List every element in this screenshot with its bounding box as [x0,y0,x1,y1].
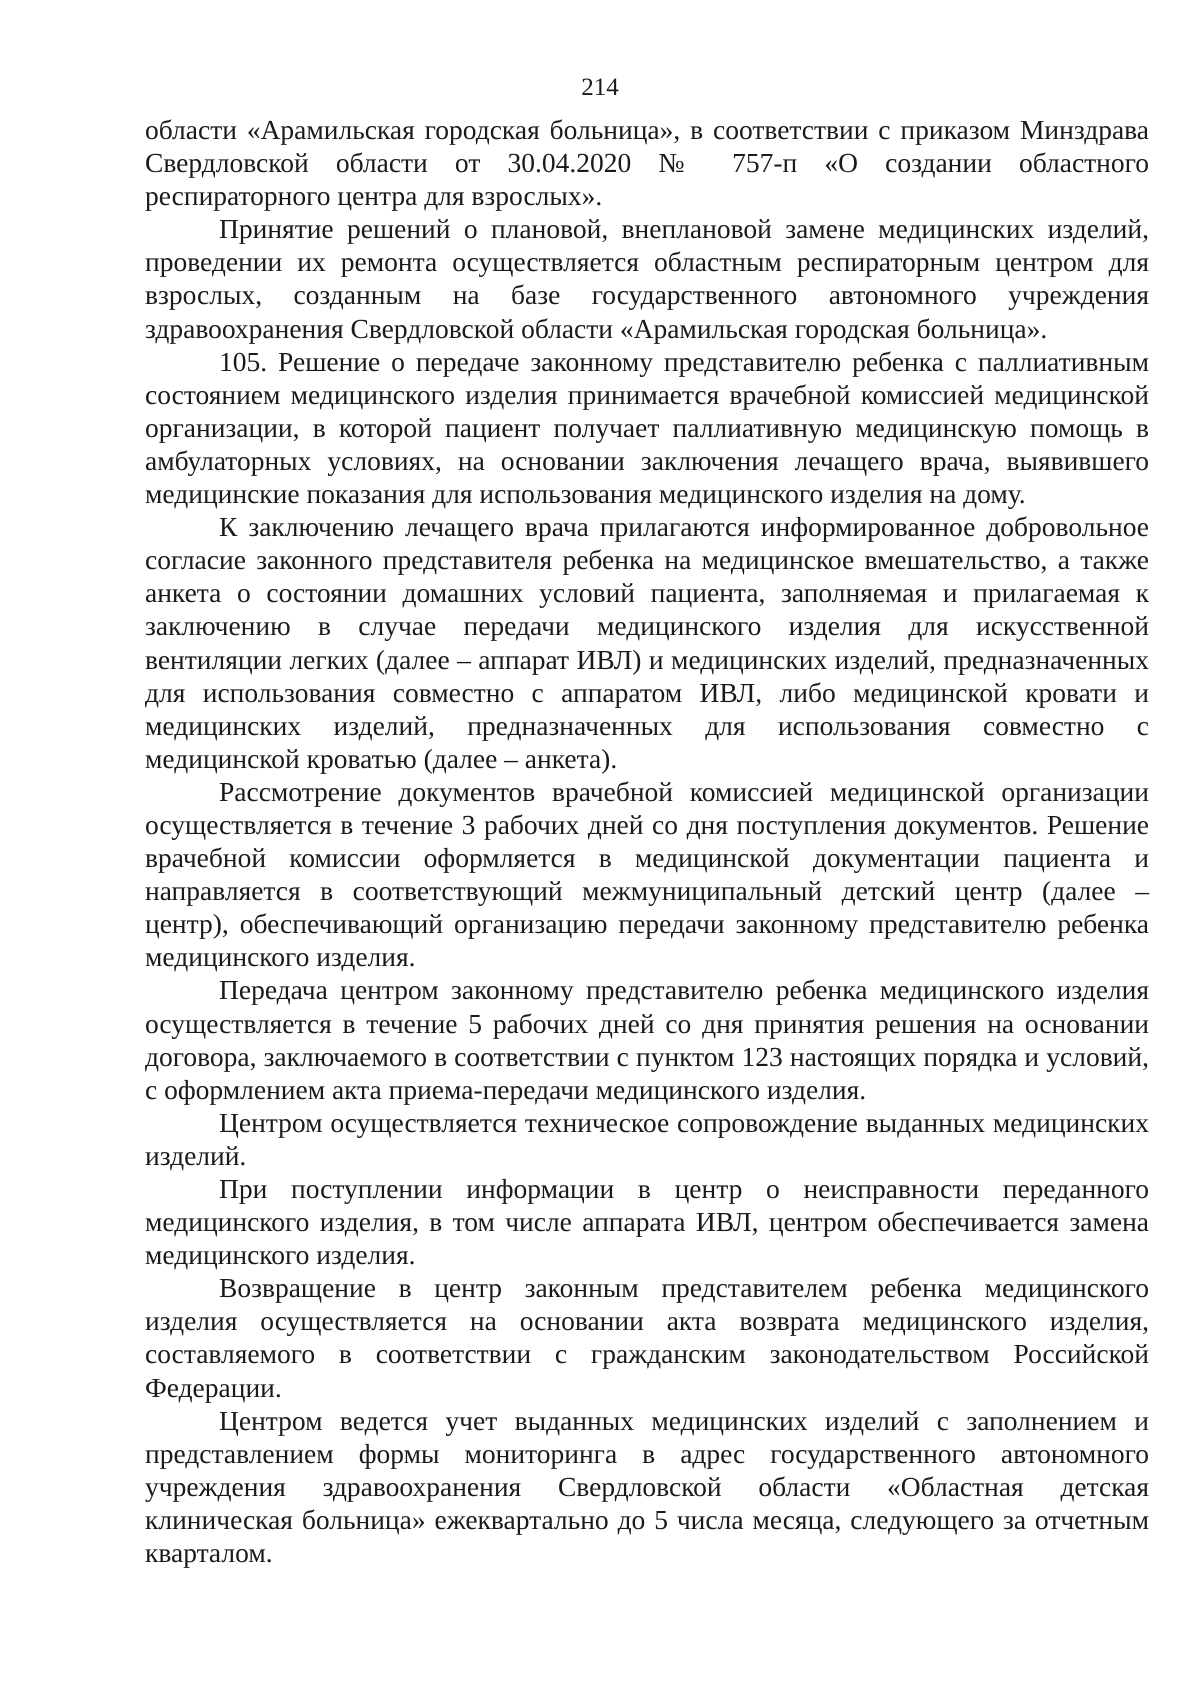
paragraph-technical-support: Центром осуществляется техническое сопровождение выданных медицинских изделий. [145,1106,1149,1171]
paragraph-attachments: К заключению лечащего врача прилагаются информированное добровольное согласие законного представителя ребенка на медицинское вмешательство, а также анкета о состоянии домашних условий пациента, заполняемая и прилагаемая к заключению в случае передачи медицинского изделия для искусственной вентиляции легких (далее – аппарат ИВЛ) и медицинских изделий, предназначенных для использования совместно с аппаратом ИВЛ, либо медицинской кровати и медицинских изделий, предназначенных для использования совместно с медицинской кроватью (далее – анкета). [145,511,1149,774]
paragraph-review-of-documents: Рассмотрение документов врачебной комиссией медицинской организации осуществляется в течение 3 рабочих дней со дня поступления документов. Решение врачебной комиссии оформляется в медицинской документации пациента и направляется в соответствующий межмуниципальный детский центр (далее – центр), обеспечивающий организацию передачи законному представителю ребенка медицинского изделия. [145,775,1149,973]
paragraph-continuation: области «Арамильская городская больница», в соответствии с приказом Минздрава Свердловской области от 30.04.2020 № 757-п «О создании областного респираторного центра для взрослых». [145,114,1149,212]
paragraph-device-transfer: Передача центром законному представителю ребенка медицинского изделия осуществляется в течение 5 рабочих дней со дня принятия решения на основании договора, заключаемого в соответствии с пунктом 123 настоящих порядка и условий, с оформлением акта приема-передачи медицинского изделия. [145,974,1149,1105]
document-body [145,113,1149,1569]
page-number: 214 [581,74,619,101]
paragraph-device-return: Возвращение в центр законным представителем ребенка медицинского изделия осуществляется на основании акта возврата медицинского изделия, составляемого в соответствии с гражданским законодательством Российской Федерации. [145,1272,1149,1403]
paragraph-monitoring: Центром ведется учет выданных медицинских изделий с заполнением и представлением формы мониторинга в адрес государственного автономного учреждения здравоохранения Свердловской области «Областная детская клиническая больница» ежеквартально до 5 числа месяца, следующего за отчетным кварталом. [145,1404,1149,1569]
paragraph-replacement-decisions: Принятие решений о плановой, внеплановой замене медицинских изделий, проведении их ремонта осуществляется областным респираторным центром для взрослых, созданным на базе государственного автономного учреждения здравоохранения Свердловской области «Арамильская городская больница». [145,213,1149,344]
paragraph-105-transfer-decision: 105. Решение о передаче законному представителю ребенка с паллиативным состоянием медицинского изделия принимается врачебной комиссией медицинской организации, в которой пациент получает паллиативную медицинскую помощь в амбулаторных условиях, на основании заключения лечащего врача, выявившего медицинские показания для использования медицинского изделия на дому. [145,345,1149,510]
paragraph-device-replacement: При поступлении информации в центр о неисправности переданного медицинского изделия, в том числе аппарата ИВЛ, центром обеспечивается замена медицинского изделия. [145,1173,1149,1271]
